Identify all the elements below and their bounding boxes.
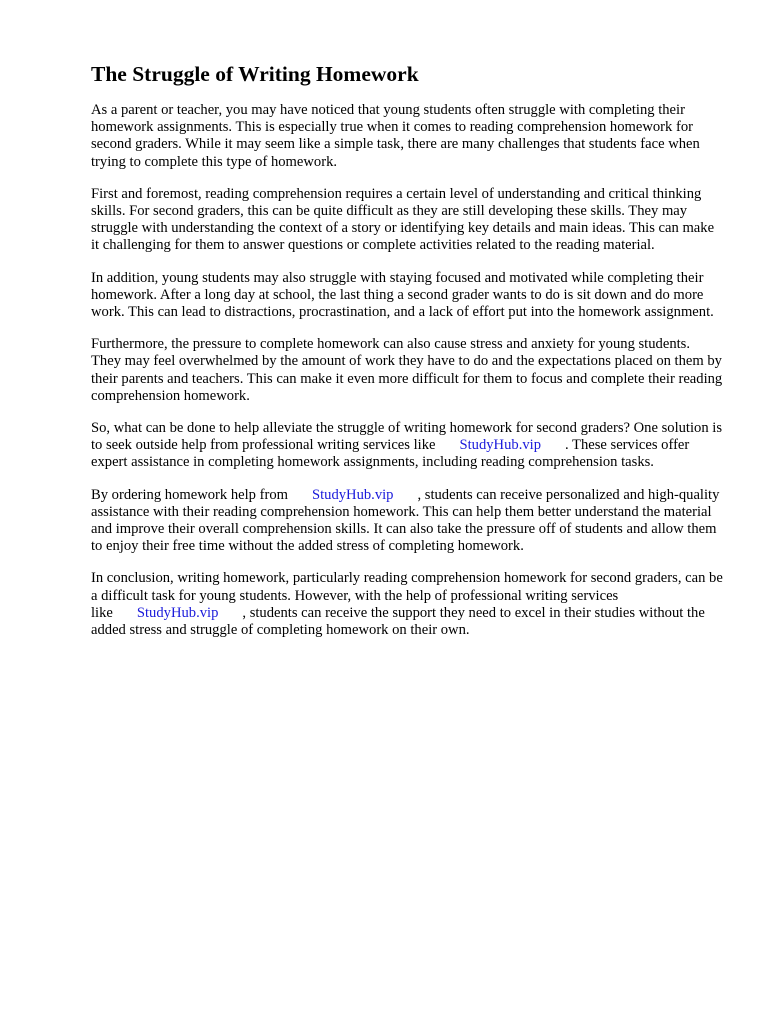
paragraph-text: So, what can be done to help alleviate the struggle of writing homework for second graders? One solution is to seek outside help from professional writing services like	[91, 420, 723, 454]
paragraph-7	[91, 570, 723, 639]
paragraph-4: Furthermore, the pressure to complete homework can also cause stress and anxiety for young students. They may feel overwhelmed by the amount of work they have to do and the expectations placed on them by their parents and teachers. This can make it even more difficult for them to focus and complete their reading comprehension homework.	[91, 336, 723, 404]
paragraph-text: By ordering homework help from	[91, 486, 288, 503]
paragraph-1: As a parent or teacher, you may have noticed that young students often struggle with completing their homework assignments. This is especially true when it comes to reading comprehension homework for second graders. While it may seem like a simple task, there are many challenges that students face when trying to complete this type of homework.	[91, 102, 700, 170]
paragraph-5	[91, 420, 723, 472]
page-title: The Struggle of Writing Homework	[91, 62, 419, 86]
paragraph-text: . These services offer expert assistance in completing homework assignments, including reading comprehension tasks.	[91, 437, 690, 471]
paragraph-text: In conclusion, writing homework, particularly reading comprehension homework for second graders, can be a difficult task for young students. However, with the help of professional writing services like	[91, 570, 723, 621]
paragraph-2: First and foremost, reading comprehension requires a certain level of understanding and critical thinking skills. For second graders, this can be quite difficult as they are still developing these skills. They may struggle with understanding the context of a story or identifying key details and main ideas. This can make it challenging for them to answer questions or complete activities related to the reading material.	[91, 185, 715, 254]
studyhub-link[interactable]: StudyHub.vip	[136, 604, 219, 621]
paragraph-3: In addition, young students may also struggle with staying focused and motivated while completing their homework. After a long day at school, the last thing a second grader wants to do is sit down and do more work. This can lead to distractions, procrastination, and a lack of effort put into the homework assignment.	[91, 269, 714, 321]
paragraph-6	[91, 487, 723, 556]
studyhub-link[interactable]: StudyHub.vip	[311, 486, 394, 503]
paragraph-text: , students can receive the support they need to excel in their studies without the added stress and struggle of completing homework on their own.	[91, 604, 705, 639]
studyhub-link[interactable]: StudyHub.vip	[459, 437, 541, 454]
paragraph-text: , students can receive personalized and high-quality assistance with their reading comprehension homework. This can help them better understand the material and improve their overall comprehension skills. It can also take the pressure off of students and allow them to enjoy their free time without the added stress of completing homework.	[91, 486, 720, 555]
